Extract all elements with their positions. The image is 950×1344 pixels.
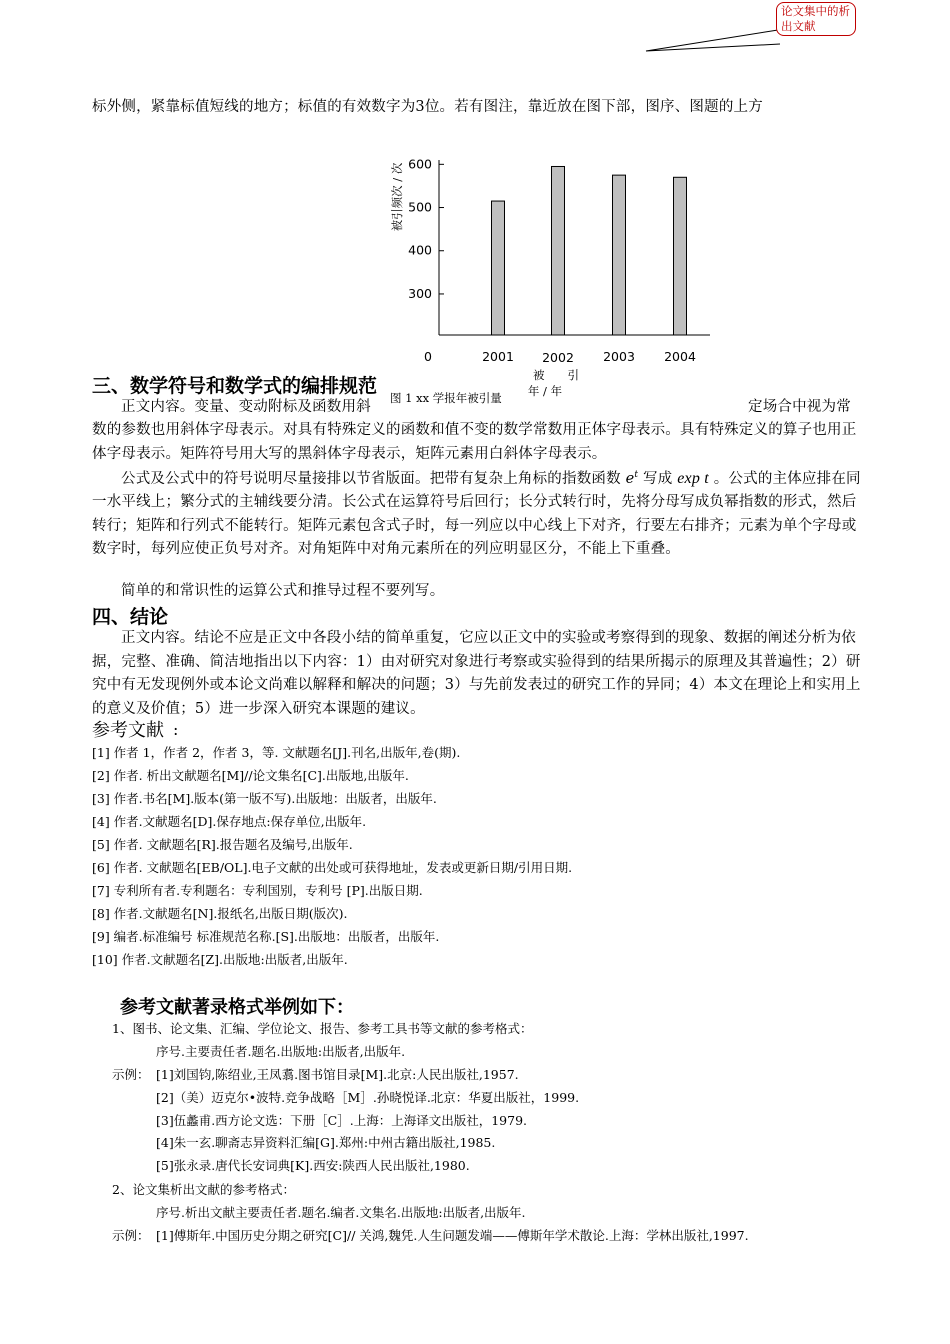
examples-group1-title: 1、图书、论文集、汇编、学位论文、报告、参考工具书等文献的参考格式： bbox=[112, 1021, 533, 1036]
chart-bar-2003 bbox=[613, 175, 626, 335]
reference-item: [7] 专利所有者.专利题名：专利国别，专利号 [P].出版日期. bbox=[92, 883, 423, 898]
section3-p3: 简单的和常识性的运算公式和推导过程不要列写。 bbox=[121, 583, 445, 599]
example-item: [1]傅斯年.中国历史分期之研究[C]// 关鸿,魏凭.人生问题发端——傅斯年学术散论.上海：学林出版社,1997. bbox=[156, 1228, 749, 1243]
chart-bar-2004 bbox=[674, 177, 687, 335]
reference-item: [1] 作者 1，作者 2，作者 3，等. 文献题名[J].刊名,出版年,卷(期). bbox=[92, 745, 461, 760]
example-item: [2]（美）迈克尔•波特.竞争战略［M］.孙晓悦译.北京：华夏出版社，1999. bbox=[156, 1089, 580, 1105]
examples-prefix-2: 示例： bbox=[112, 1228, 150, 1243]
chart-xlabel-top: 被 引 bbox=[533, 368, 579, 382]
callout-text: 论文集中的析出文献 bbox=[781, 4, 850, 33]
reference-item: [4] 作者.文献题名[D].保存地点:保存单位,出版年. bbox=[92, 814, 367, 829]
examples-group2-list bbox=[156, 1225, 876, 1248]
section3-p1-rest: 数的参数也用斜体字母表示。对具有特殊定义的函数和值不变的数学常数用正体字母表示。具有特殊定义的算子也用正体字母表示。矩阵符号用大写的黑斜体字母表示，矩阵元素用白斜体字母表示。 bbox=[92, 422, 857, 462]
section3-p1-left: 正文内容。变量、变动附标及函数用斜 bbox=[121, 399, 371, 415]
examples-group1-list bbox=[156, 1064, 856, 1178]
reference-item: [6] 作者. 文献题名[EB/OL].电子文献的出处或可获得地址，发表或更新日期/引用日期. bbox=[92, 860, 573, 875]
references-heading-colon: : bbox=[173, 720, 179, 739]
examples-group1-format: 序号.主要责任者.题名.出版地:出版者,出版年. bbox=[156, 1044, 406, 1059]
section4-p1: 正文内容。结论不应是正文中各段小结的简单重复，它应以正文中的实验或考察得到的现象、数据的阐述分析为依据，完整、准确、简洁地指出以下内容：1）由对研究对象进行考察或实验得到的结果所揭示的原理及其普遍性；2）研究中有无发现例外或本论文尚难以解释和解决的问题；3）与先前发表过的研究工作的异同；4）本文在理论上和实用上的意义及价值；5）进一步深入研究本课题的建议。 bbox=[92, 630, 861, 717]
chart-xtick-label: 2003 bbox=[603, 349, 635, 364]
reference-item: [10] 作者.文献题名[Z].出版地:出版者,出版年. bbox=[92, 952, 348, 967]
chart-xlabel-bottom: 年 / 年 bbox=[527, 384, 563, 398]
chart-ylabel: 被引频次 / 次 bbox=[390, 162, 404, 232]
chart-caption: 图 1 xx 学报年被引量 bbox=[390, 391, 502, 405]
examples-group2-title: 2、论文集析出文献的参考格式： bbox=[112, 1182, 295, 1197]
chart-xtick-label: 2001 bbox=[482, 349, 514, 364]
intro-line: 标外侧，紧靠标值短线的地方；标值的有效数字为3位。若有图注，靠近放在图下部，图序、图题的上方 bbox=[92, 99, 763, 115]
references-heading: 参考文献 bbox=[92, 720, 164, 741]
section3-p1-right: 定场合中视为常 bbox=[748, 399, 851, 415]
chart-ytick-label: 500 bbox=[408, 199, 432, 215]
section4-heading: 四、结论 bbox=[92, 606, 169, 628]
reference-item: [8] 作者.文献题名[N].报纸名,出版日期(版次). bbox=[92, 906, 348, 921]
chart-ytick-label: 600 bbox=[408, 156, 432, 172]
example-item: [3]伍蠡甫.西方论文选：下册［C］.上海：上海译文出版社，1979. bbox=[156, 1112, 528, 1128]
section3-p2 bbox=[92, 464, 864, 562]
citation-bar-chart bbox=[380, 140, 720, 410]
reference-item: [2] 作者. 析出文献题名[M]//论文集名[C].出版地,出版年. bbox=[92, 768, 409, 783]
chart-xtick-label: 2004 bbox=[664, 349, 696, 364]
example-item: [1]刘国钧,陈绍业,王凤翥.图书馆目录[M].北京:人民出版社,1957. bbox=[156, 1067, 519, 1082]
reference-item: [5] 作者. 文献题名[R].报告题名及编号,出版年. bbox=[92, 837, 353, 852]
callout-comment bbox=[776, 2, 856, 36]
chart-bar-2002 bbox=[552, 166, 565, 335]
examples-prefix-1: 示例： bbox=[112, 1067, 150, 1082]
math-e: $e^t$ bbox=[625, 470, 639, 487]
chart-bar-2001 bbox=[492, 201, 505, 335]
examples-group2-format: 序号.析出文献主要责任者.题名.编者.文集名.出版地:出版者,出版年. bbox=[156, 1205, 526, 1220]
chart-ytick-label: 300 bbox=[408, 285, 432, 301]
example-item: [5]张永录.唐代长安词典[K].西安:陕西人民出版社,1980. bbox=[156, 1158, 470, 1174]
section3-p2-start: 公式及公式中的符号说明尽量接排以节省版面。把带有复杂上角标的指数函数 bbox=[121, 470, 626, 487]
reference-item: [3] 作者.书名[M].版本(第一版不写).出版地：出版者，出版年. bbox=[92, 791, 437, 806]
reference-item: [9] 编者.标准编号 标准规范名称.[S].出版地：出版者，出版年. bbox=[92, 929, 440, 944]
examples-heading: 参考文献著录格式举例如下： bbox=[120, 997, 354, 1018]
section3-p2-mid: 写成 bbox=[638, 470, 678, 487]
section3-p2-end: 。公式的主体应排在同一水平线上；繁分式的主辅线要分清。长公式在运算符号后回行；长分式转行时，先将分母写成负幂指数的形式，然后转行；矩阵和行列式不能转行。矩阵元素包含式子时，每一列应以中心线上下对齐，行要左右排齐；元素为单个字母或数字时，每列应使正负号对齐。对角矩阵中对角元素所在的列应明显区分，不能上下重叠。 bbox=[92, 470, 861, 558]
reference-list bbox=[92, 741, 872, 971]
math-expt: exp t bbox=[677, 469, 709, 487]
chart-ytick-label: 400 bbox=[408, 242, 432, 258]
chart-xtick-label: 2002 bbox=[542, 350, 574, 365]
chart-origin-label: 0 bbox=[424, 349, 432, 364]
example-item: [4]朱一玄.聊斋志异资料汇编[G].郑州:中州古籍出版社,1985. bbox=[156, 1135, 496, 1151]
section3-heading: 三、数学符号和数学式的编排规范 bbox=[92, 375, 378, 397]
